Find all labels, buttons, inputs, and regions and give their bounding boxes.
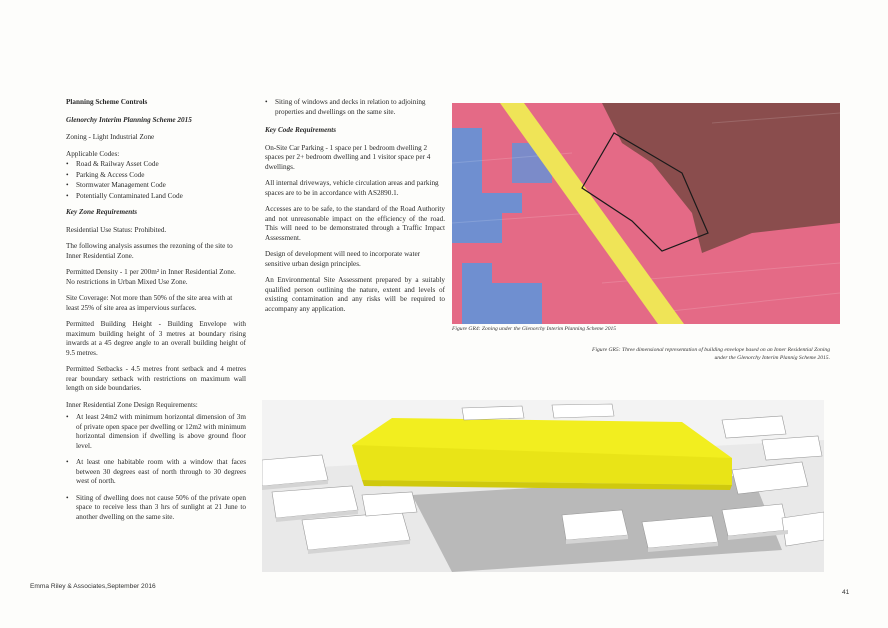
section-title: Planning Scheme Controls bbox=[66, 98, 148, 106]
design-requirements-list bbox=[66, 413, 246, 522]
list-item: • Siting of windows and decks in relation to adjoining properties and dwellings on the same site. bbox=[265, 98, 445, 117]
list-item: • At least 24m2 with minimum horizontal dimension of 3m of private open space per dwelling or 12m2 with minimum horizontal dimension if dwelling is above ground floor level. bbox=[66, 413, 246, 451]
design-text: Design of development will need to incorporate water sensitive urban design principles. bbox=[265, 250, 421, 268]
top-bullet-list bbox=[265, 98, 445, 117]
codes-list bbox=[66, 160, 246, 201]
site-coverage-text: Site Coverage: Not more than 50% of the site area with at least 25% of site area as impervious surfaces. bbox=[66, 294, 233, 312]
setbacks-text: Permitted Setbacks - 4.5 metres front setback and 4 metres rear boundary setback with restrictions on maximum wall length on side boundaries. bbox=[66, 365, 246, 392]
design-label: Inner Residential Zone Design Requirements: bbox=[66, 400, 198, 409]
list-item: • Parking & Access Code bbox=[66, 171, 246, 181]
building-envelope-3d-figure bbox=[262, 400, 824, 572]
building-height-text: Permitted Building Height - Building Envelope with maximum building height of 3 metres at boundary rising inwards at a 45 degree angle to an overall building height of 9.5 metres. bbox=[66, 320, 246, 357]
key-code-heading: Key Code Requirements bbox=[265, 126, 337, 134]
parking-text: On-Site Car Parking - 1 space per 1 bedroom dwelling 2 spaces per 2+ bedroom dwelling and 1 visitor space per 4 dwellings. bbox=[265, 143, 431, 171]
zoning-text: Zoning - Light Industrial Zone bbox=[66, 133, 155, 141]
environmental-text: An Environmental Site Assessment prepared by a suitably qualified person outlining the nature, extent and levels of existing contamination and any risks will be required to accompany any application. bbox=[265, 276, 445, 313]
footer-credit: Emma Riley & Associates,September 2016 bbox=[30, 583, 156, 590]
page-number: 41 bbox=[842, 589, 850, 596]
density-text: Permitted Density - 1 per 200m² in Inner Residential Zone. No restrictions in Urban Mixed Use Zone. bbox=[66, 268, 236, 286]
list-item: • Stormwater Management Code bbox=[66, 181, 246, 191]
list-item: • At least one habitable room with a window that faces between 30 degrees east of north through to 30 degrees west of north. bbox=[66, 458, 246, 487]
figure-gr5-caption: Figure GR5: Three dimensional representation of building envelope based on an Inner Residential Zoning under the Glenorchy Interim Plannig Scheme 2015. bbox=[592, 347, 830, 361]
middle-text-column bbox=[265, 98, 445, 321]
zoning-map-figure bbox=[452, 103, 840, 324]
list-item: • Road & Railway Asset Code bbox=[66, 160, 246, 170]
accesses-text: Accesses are to be safe, to the standard of the Road Authority and not unreasonable impact on the efficiency of the road. This will need to be demonstrated through a Traffic Impact Assessment. bbox=[265, 205, 445, 242]
analysis-note: The following analysis assumes the rezoning of the site to Inner Residential Zone. bbox=[66, 242, 233, 260]
left-text-column bbox=[66, 98, 246, 529]
list-item: • Siting of dwelling does not cause 50% of the private open space to receive less than 3 hrs of sunlight at 21 June to another dwelling on the same site. bbox=[66, 494, 246, 523]
key-zone-heading: Key Zone Requirements bbox=[66, 208, 138, 216]
scheme-name: Glenorchy Interim Planning Scheme 2015 bbox=[66, 115, 192, 124]
codes-label: Applicable Codes: bbox=[66, 149, 120, 158]
list-item: • Potentially Contaminated Land Code bbox=[66, 192, 246, 202]
residential-use-text: Residential Use Status: Prohibited. bbox=[66, 225, 167, 234]
figure-gr4-caption: Figure GR4: Zoning under the Glenorchy Interim Planning Scheme 2015 bbox=[452, 326, 617, 332]
driveways-text: All internal driveways, vehicle circulation areas and parking spaces are to be in accordance with AS2890.1. bbox=[265, 179, 439, 197]
